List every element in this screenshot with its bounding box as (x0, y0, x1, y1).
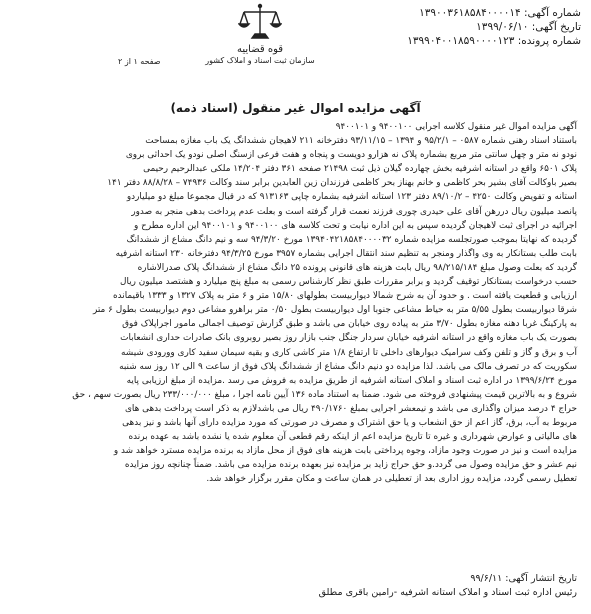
notice-line: شرقا دیواربیست بطول ۵/۵۵ متر به حیاط مشاعی جنوبا اول دیواربیست بطول ۰/۵۰ متر براهرو مشاعی دوم دیواربیست بطول ۶ متر (92, 305, 577, 316)
notice-line: های مالیاتی و عوارض شهرداری و غیره تا تاریخ مزایده اعم از اینکه رقم قطعی آن معلوم شده یا نشده باشد به عهده برنده (128, 432, 577, 443)
notice-line: مربوط به آب، برق، گاز اعم از حق انشعاب و یا حق اشتراک و مصرف در صورتی که مورد مزایده دارای آنها باشد و نیز بدهی (122, 417, 577, 428)
page-indicator: صفحه ۱ از ۲ (118, 57, 161, 66)
notice-line: پلاک ۶۵۰۱ واقع در استانه اشرفیه بخش چهارده گیلان ذیل ثبت ۲۱۴۹۸ صفحه ۳۶۱ دفتر ۱۴/۲۰۴ ملکی عبدالرحیم رحیمی (143, 164, 577, 175)
notice-line: مزایده است و نیز در صورت وجود مازاد، وجوه پرداختی بابت هزینه های فوق از محل مازاد به برنده مزایده مسترد خواهد شد و (113, 446, 577, 457)
notice-line: بابت طلب بستانکار به وی واگذار ومنجر به تنظیم سند انتقال اجرایی بشماره ۳۹۵۷ مورخ ۹۴/۳/۲۵ دفترخانه ۲۳۰ استانه اشرفیه (115, 248, 577, 259)
notice-line: بصورت یک باب مغازه واقع در استانه اشرفیه خیابان سردار جنگل جنب بازار روز بصیر روبروی بانک صادرات حداری انشعابات (120, 333, 577, 344)
notice-line: اجرائیه در اجرای ثبت لاهیجان گردیده سپس به این اداره نیابت و تحت کلاسه های ۹۴۰۰۱۰۰ و ۹۴۰۰۱۰۱ این اداره مطرح و (133, 220, 577, 231)
file-number: شماره پرونده: ۱۳۹۹۰۴۰۰۱۸۵۹۰۰۰۰۱۲۳ (407, 35, 581, 47)
notice-line: حسب درخواست بستانکار توقیف گردید و برابر مقررات طبق نظر کارشناس رسمی به مبلغ پنج میلیارد و هشتصد میلیون ریال (120, 277, 577, 288)
notice-line: پانصد میلیون ریال دررهن آقای علی حیدری چوری فرزند نعمت قرار گرفته است و بعلت عدم پرداخت بدهی منجر به صدور (131, 206, 577, 217)
signature-line: رئیس اداره ثبت اسناد و املاک استانه اشرفیه -رامین باقری مطلق (318, 587, 577, 598)
scales-of-justice-icon (238, 2, 282, 44)
notice-line: سکوریت که در تصرف مالک می باشد. لذا مزایده دو دنیم دانگ مشاع از ششدانگ پلاک فوق از ساعت ۹ الی ۱۲ روز سه شنبه (119, 361, 577, 372)
notice-line: به پارکینگ غربا دهنه مغازه بطول ۳/۷۰ متر به پیاده روی خیابان می باشد و طبق گزارش توصیف اجمالی مامور اجراپلاک فوق (122, 319, 577, 330)
publish-date: تاریخ انتشار آگهی: ۹۹/۶/۱۱ (470, 573, 577, 584)
notice-meta (351, 6, 581, 48)
org-name: قوه قضاییه (236, 44, 284, 55)
ad-date: تاریخ آگهی: ۱۳۹۹/۰۶/۱۰ (476, 21, 581, 33)
notice-line: حراج ۴ درصد میزان واگذاری می باشد و نیمعشر اجرایی بمبلغ ۴۹۰/۱۷۶۰ ریال می باشدلازم به ذکر است پرداخت بدهی های (124, 403, 577, 414)
notice-line: آگهی مزایده اموال غیر منقول کلاسه اجرایی ۹۴۰۰۱۰۰ و ۹۴۰۰۱۰۱ (335, 122, 577, 132)
notice-line: ارزیابی و قطعیت یافته است . و حدود آن به شرح شمالا دیواربیست بطولهای ۱۵/۸۰ متر و ۶ متر به پلاک ۱۳۲۷ و ۱۳۳۳ باقیمانده (112, 291, 577, 302)
notice-line: آب و برق و گاز و تلفن وکف سرامیک دیوارهای داخلی تا ارتفاع ۱/۸ متر کاشی کاری و بقیه سیمان سفید کاری وورودی شیشه (121, 347, 577, 358)
notice-line: تعطیل رسمی گردد، مزایده روز اداری بعد از تعطیلی در همان ساعت و مکان مقرر برگزار خواهد شد. (206, 474, 577, 485)
notice-line: گردید که بعلت وصول مبلغ ۹۸/۲۱۵/۱۸۴ ریال بابت هزینه های قانونی پرونده ۲۵ دانگ مشاع از ششدانگ پلاک صدرالاشاره (137, 262, 577, 273)
notice-line: گردیده که نهایتا بموجب صورتجلسه مزایده شماره ۱۳۹۴۰۴۲۱۸۵۸۴۰۰۰۰۳۲ مورخ ۹۴/۳/۲۰ سه و نیم دانگ مشاع از ششدانگ (126, 234, 577, 245)
notice-line: شروع و به بالاترین قیمت پیشنهادی فروخته می شود. ضمنا به استناد ماده ۱۳۶ آیین نامه اجرا ، مبلغ ۲۳۳/۰۰۰/۰۰۰ ریال بصورت سهم ، حق (72, 389, 577, 400)
ad-number: شماره آگهی: ۱۳۹۰۰۳۶۱۸۵۸۴۰۰۰۰۱۴ (419, 7, 581, 19)
notice-line: استانه و تفویض وکالت ۴۲۵۰ – ۸۹/۱۰/۲ دفتر ۱۲۳ استانه اشرفیه بشماره چاپی ۹۱۳۱۶۳ که در قبال مجموعا مبلغ دو میلیاردو (126, 192, 577, 203)
notice-line: نودو نه متر و چهل سانتی متر مربع بشماره پلاک نه هزارو دویست و پنجاه و هفت فرعی ازسنگ اصلی نودو یک احداثی بروی (125, 150, 577, 161)
notice-line: مورخ ۱۳۹۹/۶/۲۴ در اداره ثبت اسناد و املاک استانه اشرفیه از طریق مزایده به فروش می رسد .مزایده از مبلغ ارزیابی پایه (126, 375, 577, 386)
notice-footer (177, 572, 577, 600)
notice-line: باستناد اسناد رهنی شماره ۰۵۸۷ – ۹۵/۲/۱ و ۱۳۹۴ – ۹۳/۱۱/۱۵ دفترخانه ۲۱۱ لاهیجان ششدانگ یک باب مغازه بمساحت (145, 136, 577, 147)
notice-title: آگهی مزایده اموال غیر منقول (اسناد ذمه) (170, 101, 421, 115)
org-subtitle: سازمان ثبت اسناد و املاک کشور (205, 56, 315, 65)
notice-body (15, 120, 577, 486)
notice-line: نیم عشر و حق مزایده وصول می گردد.و حق حراج زاید بر مزایده نیز بعهده برنده مزایده می باشد. ضمناً چنانچه روز مزایده (124, 460, 577, 471)
judiciary-logo (200, 2, 320, 82)
notice-line: بصیر باوکالت آقای بشیر بحر کاظمی و خانم بهناز بحر کاظمی فرزندان زین العابدین برابر سند وکالت ۷۴۹۳۶ – ۸۸/۸/۲۸ دفتر ۱۴۱ (107, 178, 577, 189)
